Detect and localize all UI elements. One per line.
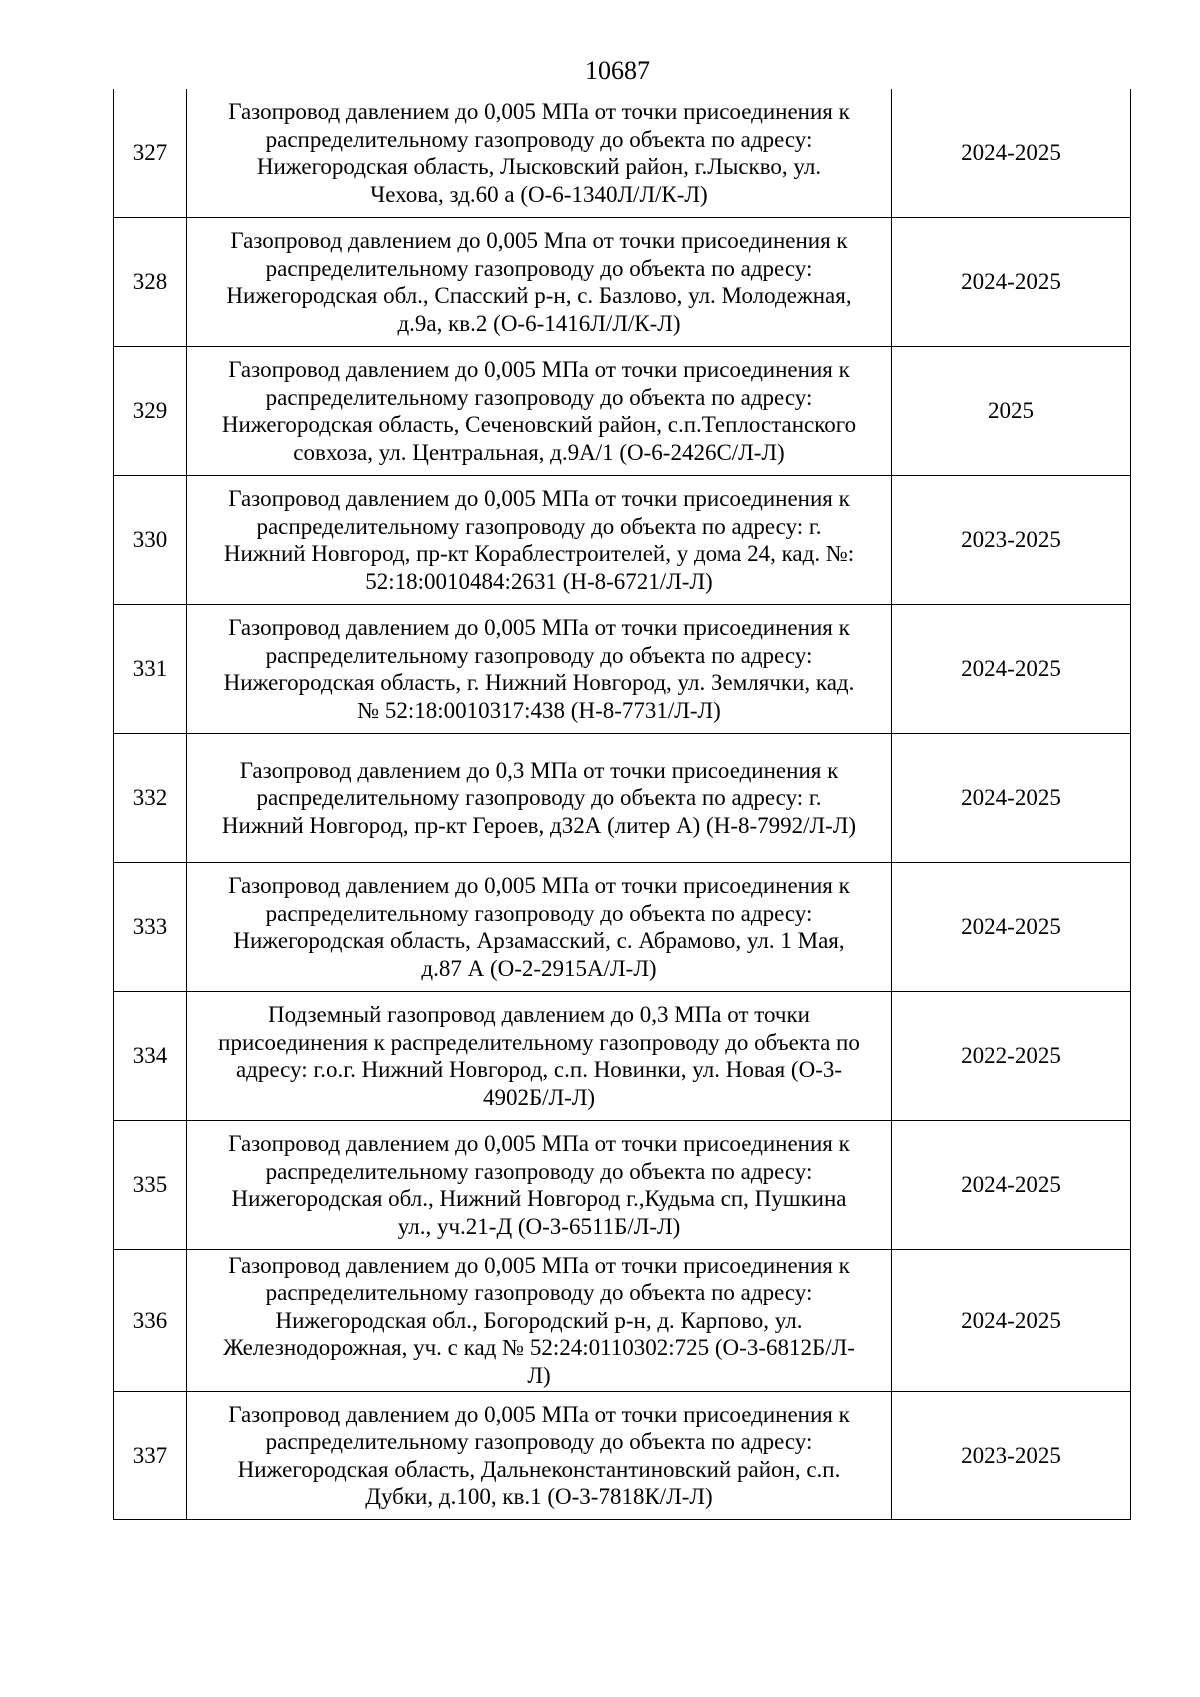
page-number: 10687 (585, 56, 650, 85)
table-row (113, 1392, 1131, 1520)
period: 2024-2025 (961, 785, 1061, 811)
period: 2024-2025 (961, 656, 1061, 682)
period: 2023-2025 (961, 527, 1061, 553)
object-description: Газопровод давлением до 0,005 Мпа от точки присоединения к распределительному газопроводу до объекта по адресу: Нижегородская обл., Спасский р-н, с. Базлово, ул. Молодежная, д.9а, кв.2 (О-6-1416Л/Л/К-Л) (187, 218, 892, 346)
row-number: 333 (114, 863, 187, 991)
object-description: Газопровод давлением до 0,005 МПа от точки присоединения к распределительному газопроводу до объекта по адресу: г. Нижний Новгород, пр-кт Кораблестроителей, у дома 24, кад. №: 52:18:0010484:2631 (Н-8-6721/Л-Л) (187, 476, 892, 604)
object-description: Газопровод давлением до 0,005 МПа от точки присоединения к распределительному газопроводу до объекта по адресу: Нижегородская область, Дальнеконстантиновский район, с.п. Дубки, д.100, кв.1 (О-3-7818К/Л-Л) (187, 1392, 892, 1519)
row-number: 332 (114, 734, 187, 862)
row-number: 336 (114, 1250, 187, 1391)
table-row (113, 992, 1131, 1121)
object-description: Подземный газопровод давлением до 0,3 МПа от точки присоединения к распределительному газопроводу до объекта по адресу: г.о.г. Нижний Новгород, с.п. Новинки, ул. Новая (О-3- 4902Б/Л-Л) (187, 992, 892, 1120)
table-row (113, 734, 1131, 863)
row-number: 329 (114, 347, 187, 475)
row-number: 327 (114, 89, 187, 217)
table-row (113, 1250, 1131, 1392)
row-number: 328 (114, 218, 187, 346)
row-number: 331 (114, 605, 187, 733)
period: 2024-2025 (961, 1307, 1061, 1333)
object-description: Газопровод давлением до 0,005 МПа от точки присоединения к распределительному газопроводу до объекта по адресу: Нижегородская обл., Богородский р-н, д. Карпово, ул. Железнодорожная, уч. с кад № 52:24:0110302:725 (О-3-6812Б/Л- Л) (187, 1250, 892, 1391)
row-number: 335 (114, 1121, 187, 1249)
period: 2024-2025 (961, 1172, 1061, 1198)
table-row (113, 89, 1131, 218)
table-row (113, 218, 1131, 347)
object-description: Газопровод давлением до 0,005 МПа от точки присоединения к распределительному газопроводу до объекта по адресу: Нижегородская область, Сеченовский район, с.п.Теплостанского совхоза, ул. Центральная, д.9А/1 (О-6-2426С/Л-Л) (187, 347, 892, 475)
table-row (113, 863, 1131, 992)
period: 2025 (988, 398, 1034, 424)
period: 2023-2025 (961, 1442, 1061, 1468)
object-description: Газопровод давлением до 0,005 МПа от точки присоединения к распределительному газопроводу до объекта по адресу: Нижегородская область, Арзамасский, с. Абрамово, ул. 1 Мая, д.87 А (О-2-2915А/Л-Л) (187, 863, 892, 991)
object-description: Газопровод давлением до 0,005 МПа от точки присоединения к распределительному газопроводу до объекта по адресу: Нижегородская область, Лысковский район, г.Лыскво, ул. Чехова, зд.60 а (О-6-1340Л/Л/К-Л) (187, 89, 892, 217)
table-row (113, 605, 1131, 734)
table-row (113, 476, 1131, 605)
period: 2024-2025 (961, 269, 1061, 295)
table-row (113, 1121, 1131, 1250)
row-number: 334 (114, 992, 187, 1120)
object-description: Газопровод давлением до 0,005 МПа от точки присоединения к распределительному газопроводу до объекта по адресу: Нижегородская обл., Нижний Новгород г.,Кудьма сп, Пушкина ул., уч.21-Д (О-3-6511Б/Л-Л) (187, 1121, 892, 1249)
table-row (113, 347, 1131, 476)
object-description: Газопровод давлением до 0,005 МПа от точки присоединения к распределительному газопроводу до объекта по адресу: Нижегородская область, г. Нижний Новгород, ул. Землячки, кад. № 52:18:0010317:438 (Н-8-7731/Л-Л) (187, 605, 892, 733)
objects-table (113, 89, 1131, 1520)
period: 2024-2025 (961, 140, 1061, 166)
row-number: 337 (114, 1392, 187, 1519)
period: 2024-2025 (961, 914, 1061, 940)
object-description: Газопровод давлением до 0,3 МПа от точки присоединения к распределительному газопроводу до объекта по адресу: г. Нижний Новгород, пр-кт Героев, д32А (литер А) (Н-8-7992/Л-Л) (187, 734, 892, 862)
row-number: 330 (114, 476, 187, 604)
period: 2022-2025 (961, 1043, 1061, 1069)
